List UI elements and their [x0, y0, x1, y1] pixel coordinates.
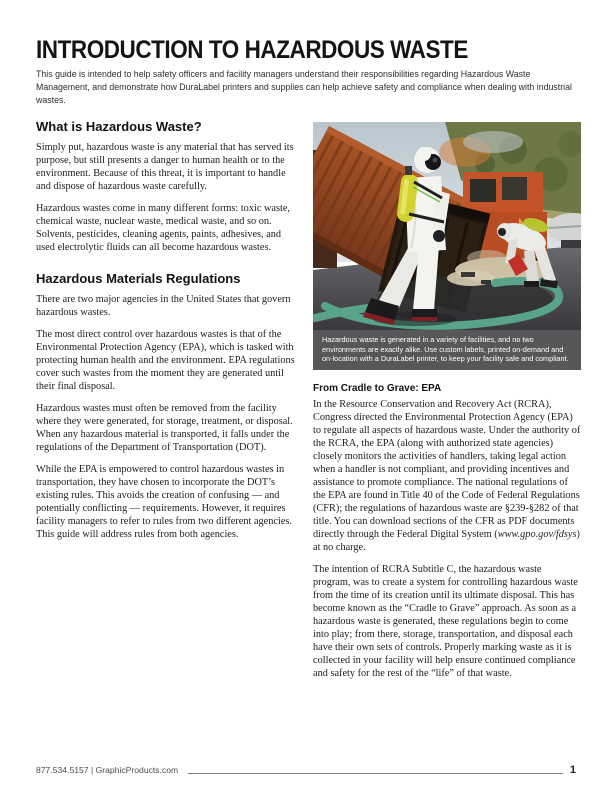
body-paragraph: The most direct control over hazardous wastes is that of the Environmental Protection Agency (EPA), which is tasked with protecting human health and the environment. EPA regulations cover such wastes from the moment they are generated until their final disposal. [36, 329, 295, 392]
page-number: 1 [569, 764, 576, 776]
body-paragraph: The intention of RCRA Subtitle C, the hazardous waste program, was to create a system for controlling hazardous waste from the time of its creation until its ultimate disposal. This has become known as the “Cradle to Grave” approach. As soon as a hazardous waste is generated, these regulations begin to come into play; from there, storage, transportation, and disposal each have their own sets of controls. Properly marking waste as it is collected in your facility will help ensure continued compliance and safety for the rest of the “life” of that waste. [313, 564, 578, 680]
intro-paragraph: This guide is intended to help safety officers and facility managers understand their responsibilities regarding Hazardous Waste Management, and demonstrate how DuraLabel printers and supplies can help achieve safety and compliance when dealing with industrial wastes. [36, 69, 572, 105]
body-paragraph: There are two major agencies in the United States that govern hazardous wastes. [36, 294, 291, 318]
section-heading-from-cradle-to-grave: From Cradle to Grave: EPA [313, 383, 442, 395]
body-paragraph: Hazardous wastes must often be removed from the facility where they were generated, for storage, treatment, or disposal. When any hazardous material is transported, it falls under the regulations of the Department of Transportation (DOT). [36, 403, 293, 453]
body-paragraph: Simply put, hazardous waste is any material that has served its purpose, but still presents a danger to human health or to the environment. Because of this threat, it is important to handle and dispose of hazardous waste carefully. [36, 142, 294, 192]
smoke [463, 131, 523, 153]
footer-rule [188, 773, 563, 774]
page-footer [36, 765, 576, 776]
body-paragraph: While the EPA is empowered to control hazardous wastes in transportation, they have chosen to incorporate the DOT’s existing rules. This avoids the creation of confusing — and potentially conflicting — requirements. However, it requires facility managers to refer to rules from two different agencies. This guide will address rules from both agencies. [36, 464, 292, 540]
page-title: INTRODUCTION TO HAZARDOUS WASTE [36, 36, 468, 64]
paragraph-text: ) at no charge. [313, 529, 580, 554]
left-column [36, 119, 297, 550]
body-paragraph: Hazardous wastes come in many different forms: toxic waste, chemical waste, nuclear waste, medical waste, and so on. Solvents, pesticides, cleaning agents, paints, adhesives, and used electrolytic fluids can all become hazardous wastes. [36, 203, 291, 253]
right-column [313, 122, 581, 689]
paragraph-text: In the Resource Conservation and Recovery Act (RCRA), Congress directed the Environmental Protection Agency (EPA) to regulate all aspects of hazardous waste. Under the authority of the RCRA, the EPA (along with authorized state agencies) closely monitors the activities of handlers, taking legal action when a handler is not compliant, and providing incentives and assistance to promote compliance. The national regulations of the EPA are found in Title 40 of the Code of Federal Regulations (CFR); the regulations of hazardous waste are §239-§282 of that title. You can download sections of the CFR as PDF documents directly through the Federal Digital System ( [313, 399, 581, 541]
photo-figure [313, 122, 581, 370]
gpo-url: www.gpo.gov/fdsys [497, 529, 577, 541]
footer-contact: 877.534.5157 | GraphicProducts.com [36, 765, 179, 775]
photo-caption: Hazardous waste is generated in a variety of facilities, and no two environments are exactly alike. Use custom labels, printed on-demand and on-location with a DuraLabel printer, to keep your facility safe and compliant. [313, 330, 581, 370]
section-heading-what-is-hazardous-waste: What is Hazardous Waste? [36, 119, 202, 134]
body-paragraph [313, 398, 581, 554]
photo-hazmat-workers [313, 122, 581, 330]
section-heading-hazardous-materials-regulations: Hazardous Materials Regulations [36, 271, 241, 286]
